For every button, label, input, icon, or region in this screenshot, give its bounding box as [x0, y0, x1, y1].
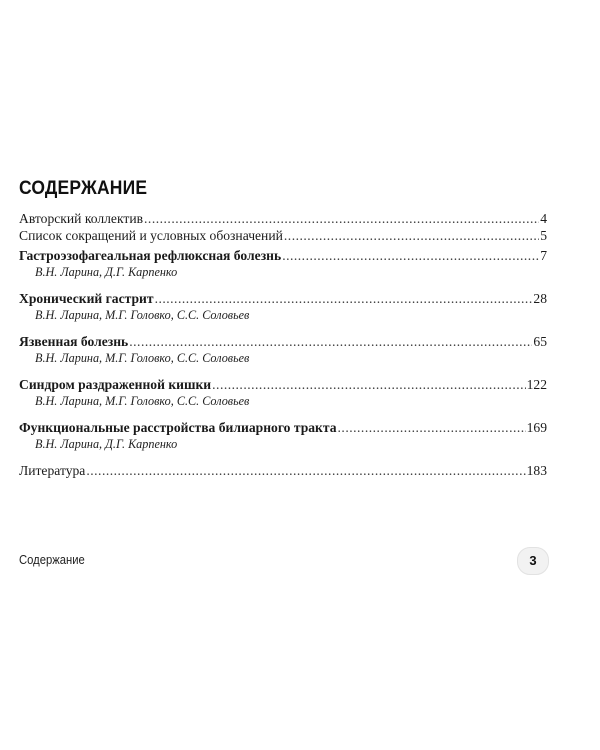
toc-entry-biliary-disorders: [19, 419, 547, 452]
toc-entry-title: Авторский коллектив: [19, 211, 144, 226]
toc-page-number: 183: [526, 463, 547, 478]
toc-entry-title: Хронический гастрит: [19, 291, 154, 306]
dot-leader: [129, 333, 532, 350]
toc-entry-abbreviations: [19, 227, 547, 244]
page-title: СОДЕРЖАНИЕ: [19, 178, 148, 199]
toc-entry-title: Функциональные расстройства билиарного тракта: [19, 420, 337, 435]
toc-entry-authors: В.Н. Ларина, М.Г. Головко, С.С. Соловьев: [35, 351, 250, 365]
toc-entry-chronic-gastritis: [19, 290, 547, 323]
dot-leader: [86, 462, 525, 479]
toc-page-number: 5: [540, 228, 547, 243]
toc-entry-title: Гастроэзофагеальная рефлюксная болезнь: [19, 248, 282, 263]
toc-page-number: 4: [540, 211, 547, 226]
toc-entry-ibs: [19, 376, 547, 409]
toc-entry-literature: [19, 462, 547, 479]
toc-entry-authors: В.Н. Ларина, М.Г. Головко, С.С. Соловьев: [35, 394, 250, 408]
toc-entry-gerd: [19, 247, 547, 280]
toc-page-number: 28: [533, 291, 547, 306]
toc-entry-authors: В.Н. Ларина, Д.Г. Карпенко: [35, 437, 178, 451]
dot-leader: [338, 419, 526, 436]
toc-entry-title: Литература: [19, 463, 86, 478]
toc-entry-peptic-ulcer: [19, 333, 547, 366]
toc-entry-title: Язвенная болезнь: [19, 334, 129, 349]
dot-leader: [155, 290, 533, 307]
dot-leader: [212, 376, 525, 393]
toc-entry-title: Список сокращений и условных обозначений: [19, 228, 283, 243]
toc-page-number: 169: [526, 420, 547, 435]
dot-leader: [284, 227, 539, 244]
running-footer-section: Содержание: [19, 553, 85, 567]
toc-entry-title: Синдром раздраженной кишки: [19, 377, 212, 392]
page-number-badge: 3: [517, 547, 549, 575]
toc-entry-authors: В.Н. Ларина, Д.Г. Карпенко: [35, 265, 178, 279]
toc-page-number: 122: [526, 377, 547, 392]
toc-page-number: 7: [540, 248, 547, 263]
dot-leader: [144, 210, 539, 227]
dot-leader: [282, 247, 539, 264]
toc-entry-authors-team: [19, 210, 547, 227]
toc-page-number: 65: [533, 334, 547, 349]
table-of-contents: [19, 210, 547, 479]
toc-entry-authors: В.Н. Ларина, М.Г. Головко, С.С. Соловьев: [35, 308, 250, 322]
